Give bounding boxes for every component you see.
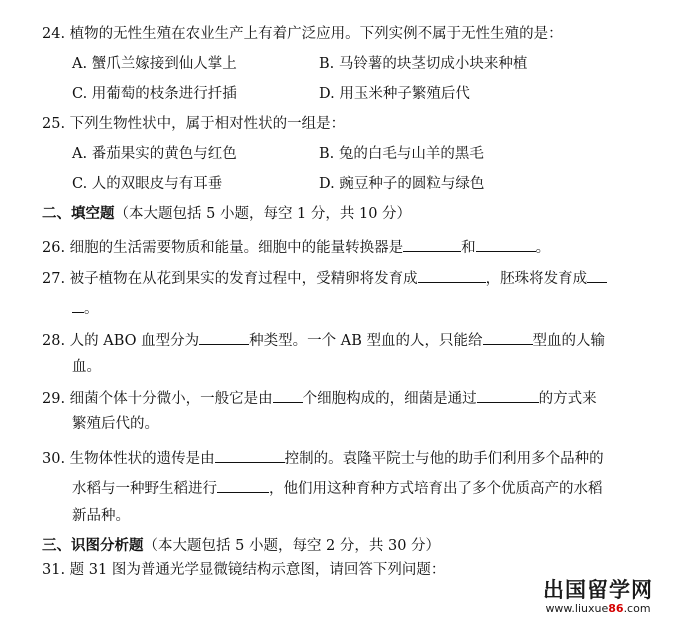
q26-blank-1[interactable] xyxy=(403,236,461,252)
q26-blank-2[interactable] xyxy=(476,236,536,252)
q25-option-b: B. 兔的白毛与山羊的黑毛 xyxy=(319,146,484,162)
q24-option-d: D. 用玉米种子繁殖后代 xyxy=(319,86,470,102)
q29-text-2: 个细胞构成的，细菌是通过 xyxy=(302,391,477,407)
q30-text-3: 水稻与一种野生稻进行 xyxy=(72,481,217,497)
q25-option-c: C. 人的双眼皮与有耳垂 xyxy=(72,176,223,192)
q27-blank-2a[interactable] xyxy=(587,267,607,283)
q27-text-end: 。 xyxy=(84,301,99,317)
watermark-url-b: 86 xyxy=(608,602,624,615)
q30-line-1 xyxy=(42,447,604,469)
q27-line-2 xyxy=(72,297,99,319)
q24-stem: 24. 植物的无性生殖在农业生产上有着广泛应用。下列实例不属于无性生殖的是： xyxy=(42,26,563,42)
q30-blank-1[interactable] xyxy=(215,447,285,463)
watermark-url-a: www.liuxue xyxy=(545,602,609,615)
q30-blank-2[interactable] xyxy=(217,477,269,493)
q25-stem: 25. 下列生物性状中，属于相对性状的一组是： xyxy=(42,116,346,132)
q25-option-d: D. 豌豆种子的圆粒与绿色 xyxy=(319,176,485,192)
q28-text-1: 28. 人的 ABO 血型分为 xyxy=(42,333,200,349)
q26-line xyxy=(42,236,550,258)
q28-text-2: 种类型。一个 AB 型血的人，只能给 xyxy=(249,333,483,349)
q30-text-1: 30. 生物体性状的遗传是由 xyxy=(42,451,215,467)
q26-text-1: 26. 细胞的生活需要物质和能量。细胞中的能量转换器是 xyxy=(42,240,404,256)
site-watermark xyxy=(523,578,673,616)
q27-blank-2b[interactable] xyxy=(72,297,84,313)
q29-text-1: 29. 细菌个体十分微小，一般它是由 xyxy=(42,391,273,407)
q27-text-1: 27. 被子植物在从花到果实的发育过程中，受精卵将发育成 xyxy=(42,271,418,287)
q28-blank-2[interactable] xyxy=(483,329,533,345)
q27-text-2: ，胚珠将发育成 xyxy=(485,271,588,287)
q29-line-2: 繁殖后代的。 xyxy=(72,416,159,432)
q25-option-a: A. 番茄果实的黄色与红色 xyxy=(72,146,237,162)
q28-line-2: 血。 xyxy=(72,359,101,375)
q27-blank-1[interactable] xyxy=(418,267,486,283)
section-2-title: 二、填空题 xyxy=(42,205,115,222)
section-3-heading xyxy=(42,536,440,556)
q28-text-3: 型血的人输 xyxy=(532,333,606,349)
section-2-note: （本大题包括 5 小题，每空 1 分，共 10 分） xyxy=(114,206,412,222)
q24-option-a: A. 蟹爪兰嫁接到仙人掌上 xyxy=(72,56,237,72)
watermark-title: 出国留学网 xyxy=(543,578,653,602)
q29-text-3: 的方式来 xyxy=(538,391,597,407)
section-2-heading xyxy=(42,204,411,224)
q31-stem: 31. 题 31 图为普通光学显微镜结构示意图，请回答下列问题： xyxy=(42,562,446,578)
q26-text-2: 和 xyxy=(461,240,476,256)
q30-text-4: ，他们用这种育种方式培育出了多个优质高产的水稻 xyxy=(269,481,603,497)
q30-text-2: 控制的。袁隆平院士与他的助手们利用多个品种的 xyxy=(284,451,604,467)
q24-option-b: B. 马铃薯的块茎切成小块来种植 xyxy=(319,56,528,72)
section-3-title: 三、识图分析题 xyxy=(42,537,144,554)
q29-blank-2[interactable] xyxy=(477,387,539,403)
q28-blank-1[interactable] xyxy=(199,329,249,345)
q24-option-c: C. 用葡萄的枝条进行扦插 xyxy=(72,86,237,102)
q29-line-1 xyxy=(42,387,597,409)
q30-line-2 xyxy=(72,477,603,499)
section-3-note: （本大题包括 5 小题，每空 2 分，共 30 分） xyxy=(143,538,441,554)
q26-text-3: 。 xyxy=(535,240,551,256)
q27-line-1 xyxy=(42,267,607,289)
q29-blank-1[interactable] xyxy=(273,387,303,403)
watermark-url xyxy=(523,602,673,616)
q28-line-1 xyxy=(42,329,605,351)
q30-line-3: 新品种。 xyxy=(72,508,130,524)
watermark-url-c: .com xyxy=(623,602,651,615)
